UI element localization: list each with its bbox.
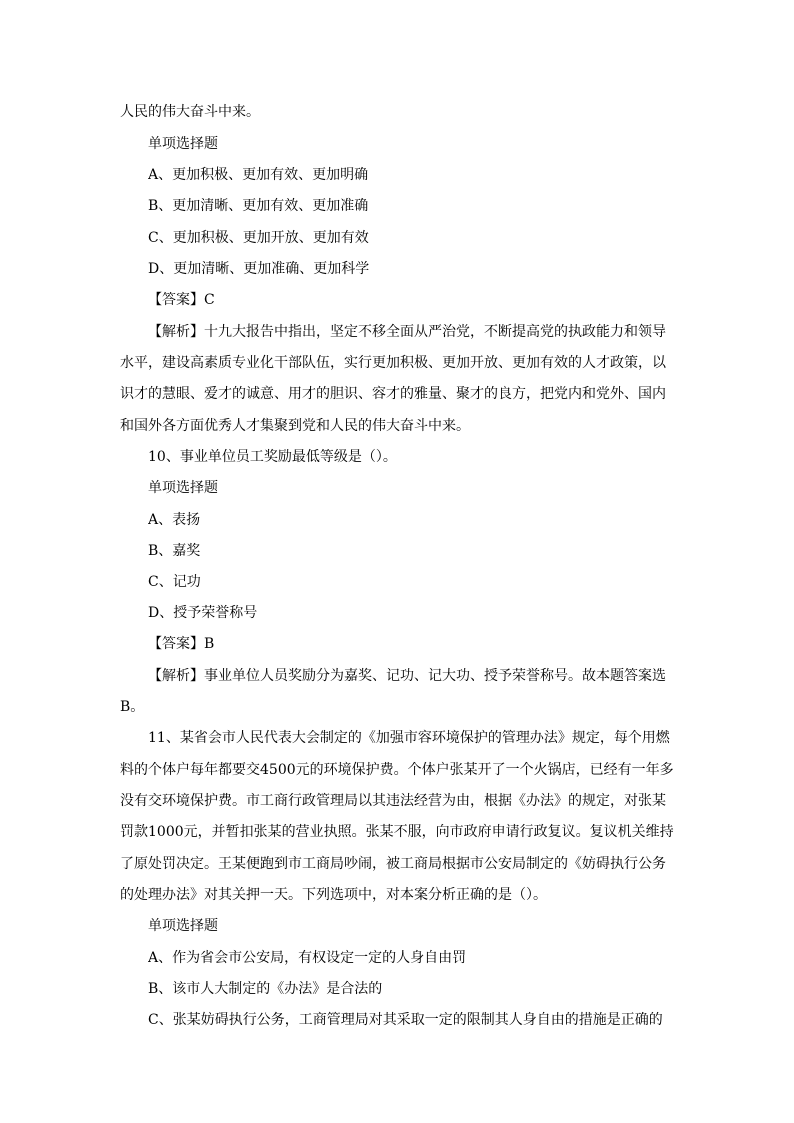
explanation-line: 水平，建设高素质专业化干部队伍，实行更加积极、更加开放、更加有效的人才政策，以 [120,355,666,371]
option-b: B、该市人大制定的《办法》是合法的 [148,981,383,997]
question-11: 11、某省会市人民代表大会制定的《加强市容环境保护的管理办法》规定，每个用燃 [148,730,670,746]
question-type-label: 单项选择题 [148,918,218,934]
question-11-text: 罚款1000元，并暂扣张某的营业执照。张某不服，向市政府申请行政复议。复议机关维持 [120,824,674,840]
option-b: B、更加清晰、更加有效、更加准确 [148,198,369,214]
explanation-line: 【解析】事业单位人员奖励分为嘉奖、记功、记大功、授予荣誉称号。故本题答案选 [148,668,666,684]
option-c: C、更加积极、更加开放、更加有效 [148,230,369,246]
question-11-text: 的处理办法》对其关押一天。下列选项中，对本案分析正确的是（）。 [120,887,547,903]
answer-line: 【答案】B [148,636,215,652]
question-10: 10、事业单位员工奖励最低等级是（）。 [148,449,397,465]
option-a: A、表扬 [148,512,201,528]
option-b: B、嘉奖 [148,543,201,559]
question-type-label: 单项选择题 [148,136,218,152]
explanation-line: 【解析】十九大报告中指出，坚定不移全面从严治党，不断提高党的执政能力和领导 [148,324,666,340]
question-11-text: 料的个体户每年都要交4500元的环境保护费。个体户张某开了一个火锅店，已经有一年多 [120,762,674,778]
explanation-line: 识才的慧眼、爱才的诚意、用才的胆识、容才的雅量、聚才的良方，把党内和党外、国内 [120,386,666,402]
explanation-line: 和国外各方面优秀人才集聚到党和人民的伟大奋斗中来。 [120,418,470,434]
question-11-text: 了原处罚决定。王某便跑到市工商局吵闹，被工商局根据市公安局制定的《妨碍执行公务 [120,856,666,872]
option-a: A、更加积极、更加有效、更加明确 [148,167,369,183]
option-a: A、作为省会市公安局，有权设定一定的人身自由罚 [148,950,467,966]
option-c: C、张某妨碍执行公务，工商管理局对其采取一定的限制其人身自由的措施是正确的 [148,1012,663,1028]
option-d: D、授予荣誉称号 [148,605,258,621]
answer-line: 【答案】C [148,292,215,308]
explanation-line: B。 [120,699,145,715]
question-11-text: 没有交环境保护费。市工商行政管理局以其违法经营为由，根据《办法》的规定，对张某 [120,793,666,809]
question-type-label: 单项选择题 [148,480,218,496]
option-c: C、记功 [148,574,201,590]
text-line: 人民的伟大奋斗中来。 [120,104,260,120]
option-d: D、更加清晰、更加准确、更加科学 [148,261,370,277]
